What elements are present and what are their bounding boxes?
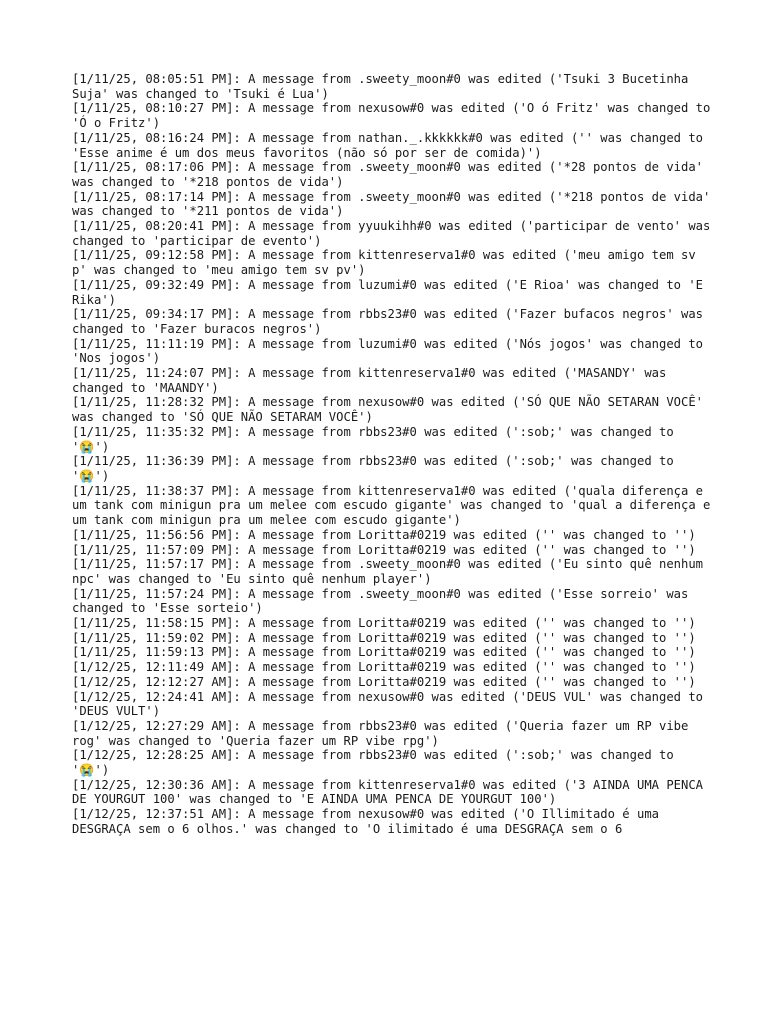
log-entry: [1/11/25, 11:24:07 PM]: A message from kittenreserva1#0 was edited ('MASANDY' was changed to 'MAANDY') [72,366,674,395]
log-entry: [1/12/25, 12:27:29 AM]: A message from rbbs23#0 was edited ('Queria fazer um RP vibe rog' was changed to 'Queria fazer um RP vibe rpg') [72,718,696,748]
log-entry: [1/11/25, 11:11:19 PM]: A message from luzumi#0 was edited ('Nós jogos' was changed to 'Nos jogos') [72,336,711,366]
log-entry: [1/12/25, 12:12:27 AM]: A message from Loritta#0219 was edited ('' was changed to '') [72,674,696,689]
log-entry: [1/11/25, 08:20:41 PM]: A message from yyuukihh#0 was edited ('participar de vento' was changed to 'participar de evento') [72,219,718,248]
log-entry: [1/11/25, 11:57:09 PM]: A message from Loritta#0219 was edited ('' was changed to '') [72,542,696,557]
log-entry: [1/12/25, 12:24:41 AM]: A message from nexusow#0 was edited ('DEUS VUL' was changed to 'DEUS VULT') [72,689,711,719]
log-entry: [1/11/25, 11:28:32 PM]: A message from nexusow#0 was edited ('SÓ QUE NÃO SETARAN VOCÊ' was changed to 'SÓ QUE NÃO SETARAM VOCÊ') [72,395,711,425]
log-entry: [1/11/25, 09:34:17 PM]: A message from rbbs23#0 was edited ('Fazer bufacos negros' was changed to 'Fazer buracos negros') [72,307,711,336]
log-entry: [1/11/25, 11:57:24 PM]: A message from .sweety_moon#0 was edited ('Esse sorreio' was changed to 'Esse sorteio') [72,586,696,616]
edit-log [72,72,718,837]
log-entry: [1/11/25, 11:36:39 PM]: A message from rbbs23#0 was edited (':sob;' was changed to '😭') [72,454,682,483]
log-entry: [1/11/25, 09:32:49 PM]: A message from luzumi#0 was edited ('E Rioa' was changed to 'E Rika') [72,277,711,307]
log-entry: [1/11/25, 11:38:37 PM]: A message from kittenreserva1#0 was edited ('quala diferença e um tank com minigun pra um melee com escudo gigante' was changed to 'qual a diferença e um tank com minigun pra um melee com escudo gigante') [72,483,718,528]
log-entry: [1/11/25, 08:17:06 PM]: A message from .sweety_moon#0 was edited ('*28 pontos de vida' was changed to '*218 pontos de vida') [72,160,711,189]
log-entry: [1/11/25, 11:59:02 PM]: A message from Loritta#0219 was edited ('' was changed to '') [72,630,696,645]
log-entry: [1/11/25, 08:05:51 PM]: A message from .sweety_moon#0 was edited ('Tsuki 3 Bucetinha Suja' was changed to 'Tsuki é Lua') [72,72,696,101]
log-entry: [1/12/25, 12:30:36 AM]: A message from kittenreserva1#0 was edited ('3 AINDA UMA PENCA DE YOURGUT 100' was changed to 'E AINDA UMA PENCA DE YOURGUT 100') [72,777,711,807]
log-entry: [1/11/25, 08:10:27 PM]: A message from nexusow#0 was edited ('O ó Fritz' was changed to 'Ó o Fritz') [72,101,718,131]
log-entry: [1/12/25, 12:11:49 AM]: A message from Loritta#0219 was edited ('' was changed to '') [72,660,696,675]
log-entry: [1/11/25, 09:12:58 PM]: A message from kittenreserva1#0 was edited ('meu amigo tem sv p' was changed to 'meu amigo tem sv pv') [72,248,704,278]
log-entry: [1/11/25, 11:59:13 PM]: A message from Loritta#0219 was edited ('' was changed to '') [72,645,696,660]
log-entry: [1/11/25, 08:16:24 PM]: A message from nathan._.kkkkkk#0 was edited ('' was changed to 'Esse anime é um dos meus favoritos (não só por ser de comida)') [72,130,711,160]
log-entry: [1/11/25, 08:17:14 PM]: A message from .sweety_moon#0 was edited ('*218 pontos de vida' was changed to '*211 pontos de vida') [72,189,718,219]
log-entry: [1/11/25, 11:56:56 PM]: A message from Loritta#0219 was edited ('' was changed to '') [72,527,696,542]
log-entry: [1/11/25, 11:35:32 PM]: A message from rbbs23#0 was edited (':sob;' was changed to '😭') [72,424,682,454]
log-entry: [1/12/25, 12:37:51 AM]: A message from nexusow#0 was edited ('O Illimitado é uma DESGRAÇA sem o 6 olhos.' was changed to 'O ilimitado é uma DESGRAÇA sem o 6 [72,807,667,836]
log-entry: [1/11/25, 11:57:17 PM]: A message from .sweety_moon#0 was edited ('Eu sinto quê nenhum npc' was changed to 'Eu sinto quê nenhum player') [72,557,711,586]
log-entry: [1/11/25, 11:58:15 PM]: A message from Loritta#0219 was edited ('' was changed to '') [72,616,696,631]
log-entry: [1/12/25, 12:28:25 AM]: A message from rbbs23#0 was edited (':sob;' was changed to '😭') [72,748,682,778]
